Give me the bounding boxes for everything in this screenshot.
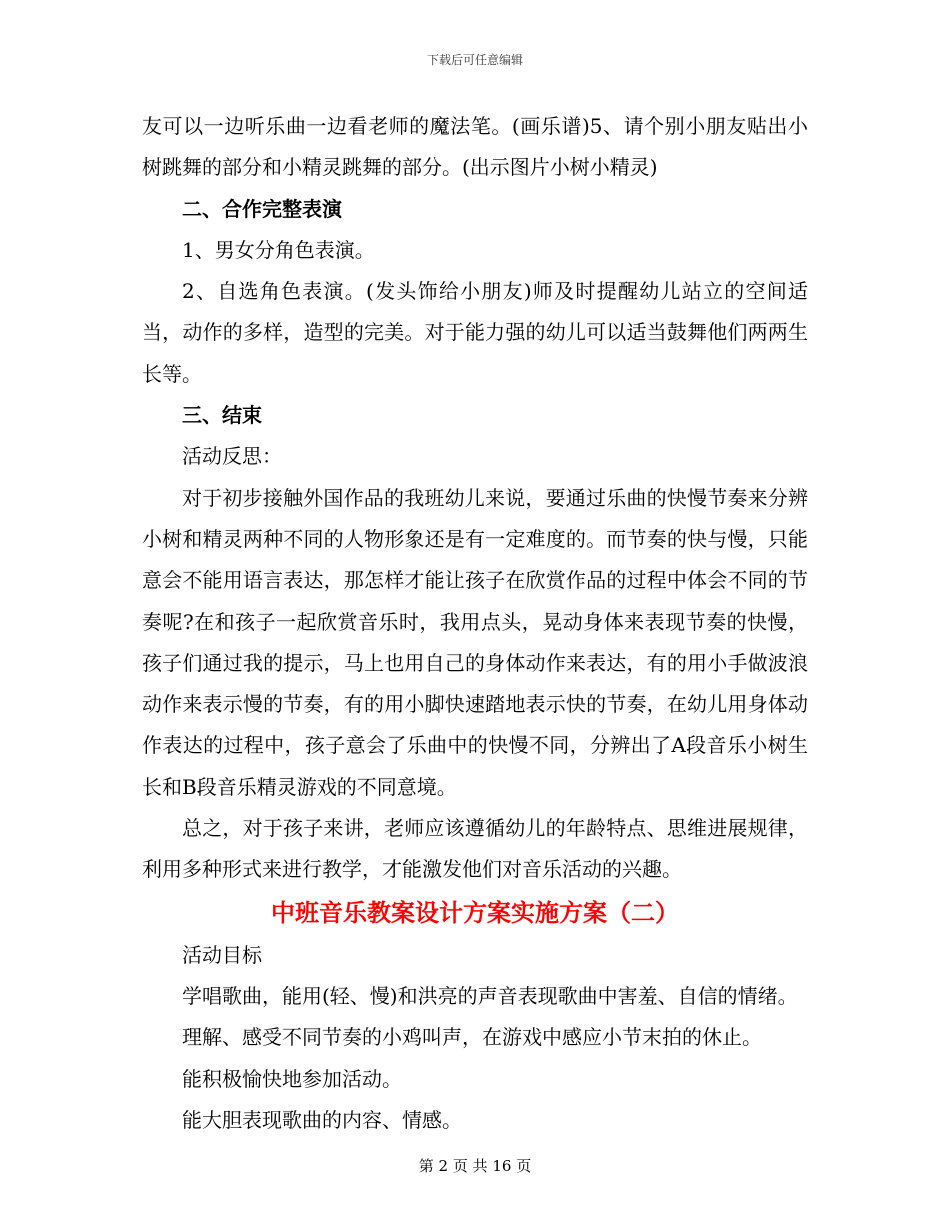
page-number: 第 2 页 共 16 页 bbox=[418, 1157, 532, 1175]
paragraph-role-play-gender: 1、男女分角色表演。 bbox=[182, 237, 375, 262]
section-title: 中班音乐教案设计方案实施方案（二） bbox=[271, 897, 679, 927]
paragraph-goals-label: 活动目标 bbox=[182, 942, 262, 967]
paragraph-reflection-label: 活动反思： bbox=[182, 444, 282, 469]
paragraph-summary: 总之，对于孩子来讲，老师应该遵循幼儿的年龄特点、思维进展规律，利用多种形式来进行教学，才能激发他们对音乐活动的兴趣。 bbox=[142, 816, 808, 882]
paragraph-goal-rhythm: 理解、感受不同节奏的小鸡叫声，在游戏中感应小节末拍的休止。 bbox=[182, 1025, 762, 1050]
paragraph-goal-expression: 能大胆表现歌曲的内容、情感。 bbox=[182, 1107, 462, 1132]
paragraph-goal-singing: 学唱歌曲，能用(轻、慢)和洪亮的声音表现歌曲中害羞、自信的情绪。 bbox=[182, 983, 798, 1008]
heading-conclusion: 三、结束 bbox=[182, 403, 262, 428]
document-body bbox=[142, 106, 808, 1141]
paragraph-self-selected-role: 2、自选角色表演。(发头饰给小朋友)师及时提醒幼儿站立的空间适当，动作的多样，造型的完美。对于能力强的幼儿可以适当鼓舞他们两两生长等。 bbox=[142, 279, 808, 386]
paragraph-continuation: 友可以一边听乐曲一边看老师的魔法笔。(画乐谱)5、请个别小朋友贴出小树跳舞的部分和小精灵跳舞的部分。(出示图片小树小精灵) bbox=[142, 114, 808, 180]
paragraph-reflection-body: 对于初步接触外国作品的我班幼儿来说，要通过乐曲的快慢节奏来分辨小树和精灵两种不同的人物形象还是有一定难度的。而节奏的快与慢，只能意会不能用语言表达，那怎样才能让孩子在欣赏作品的过程中体会不同的节奏呢?在和孩子一起欣赏音乐时，我用点头，晃动身体来表现节奏的快慢，孩子们通过我的提示，马上也用自己的身体动作来表达，有的用小手做波浪动作来表示慢的节奏，有的用小脚快速踏地表示快的节奏，在幼儿用身体动作表达的过程中，孩子意会了乐曲中的快慢不同，分辨出了A段音乐小树生长和B段音乐精灵游戏的不同意境。 bbox=[142, 485, 808, 799]
paragraph-goal-participation: 能积极愉快地参加活动。 bbox=[182, 1066, 402, 1091]
heading-cooperative-performance: 二、合作完整表演 bbox=[182, 196, 342, 221]
page-header: 下载后可任意编辑 bbox=[426, 53, 523, 67]
